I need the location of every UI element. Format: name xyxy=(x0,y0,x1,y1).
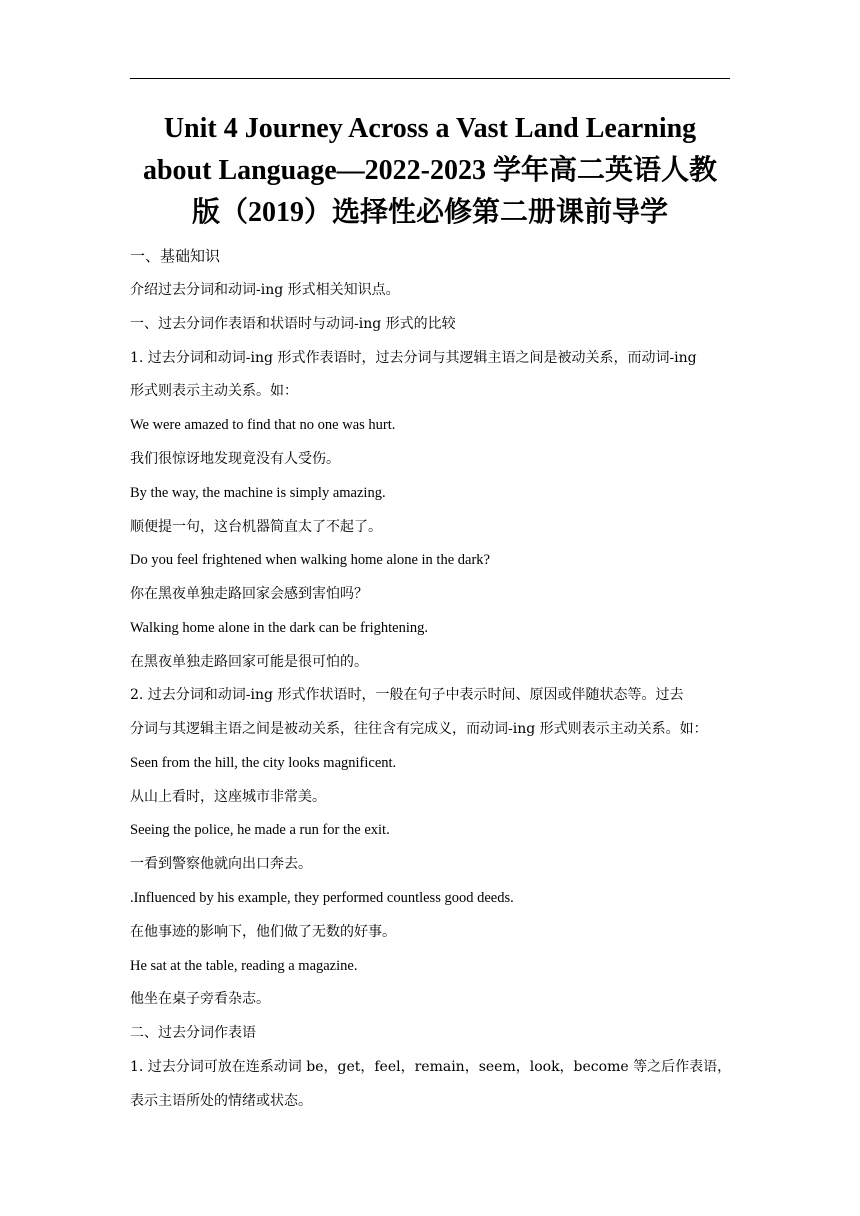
header-rule xyxy=(130,78,730,79)
text-line: 2. 过去分词和动词-ing 形式作状语时，一般在句子中表示时间、原因或伴随状态等。过去 xyxy=(130,687,684,703)
title-line: Unit 4 Journey Across a Vast Land Learning xyxy=(163,113,697,144)
title-line: about Language—2022-2023 学年高二英语人教 xyxy=(142,155,718,186)
text-line: 分词与其逻辑主语之间是被动关系，往往含有完成义，而动词-ing 形式则表示主动关系。如： xyxy=(130,721,708,737)
text-line: 1. 过去分词和动词-ing 形式作表语时，过去分词与其逻辑主语之间是被动关系，而动词-ing xyxy=(130,350,697,366)
example-translation: 顺便提一句，这台机器简直太了不起了。 xyxy=(130,519,382,535)
example-translation: 在黑夜单独走路回家可能是很可怕的。 xyxy=(130,654,368,670)
section-heading: 一、基础知识 xyxy=(130,247,221,265)
example-translation: 在他事迹的影响下，他们做了无数的好事。 xyxy=(130,924,396,940)
section-heading: 二、过去分词作表语 xyxy=(130,1025,256,1041)
example-translation: 你在黑夜单独走路回家会感到害怕吗？ xyxy=(130,586,368,602)
title-line: 版（2019）选择性必修第二册课前导学 xyxy=(191,197,668,228)
example-translation: 他坐在桌子旁看杂志。 xyxy=(130,991,270,1007)
text-line: 1. 过去分词可放在连系动词 be，get，feel，remain，seem，look，become 等之后作表语， xyxy=(130,1059,732,1075)
example-translation: 从山上看时，这座城市非常美。 xyxy=(130,789,326,805)
example-sentence: Seen from the hill, the city looks magnificent. xyxy=(130,755,397,771)
example-translation: 一看到警察他就向出口奔去。 xyxy=(130,856,312,872)
document-title xyxy=(110,108,750,234)
example-sentence: .Influenced by his example, they performed countless good deeds. xyxy=(130,890,514,906)
subsection-heading: 一、过去分词作表语和状语时与动词-ing 形式的比较 xyxy=(130,316,456,332)
text-line: 表示主语所处的情绪或状态。 xyxy=(130,1093,312,1109)
example-translation: 我们很惊讶地发现竟没有人受伤。 xyxy=(130,451,340,467)
example-sentence: He sat at the table, reading a magazine. xyxy=(130,958,358,974)
text-line: 介绍过去分词和动词-ing 形式相关知识点。 xyxy=(130,282,400,298)
example-sentence: Seeing the police, he made a run for the exit. xyxy=(130,822,390,838)
example-sentence: By the way, the machine is simply amazing. xyxy=(130,485,386,501)
text-line: 形式则表示主动关系。如： xyxy=(130,383,298,399)
example-sentence: We were amazed to find that no one was hurt. xyxy=(130,417,396,433)
example-sentence: Do you feel frightened when walking home alone in the dark? xyxy=(130,552,490,568)
example-sentence: Walking home alone in the dark can be frightening. xyxy=(130,620,429,636)
